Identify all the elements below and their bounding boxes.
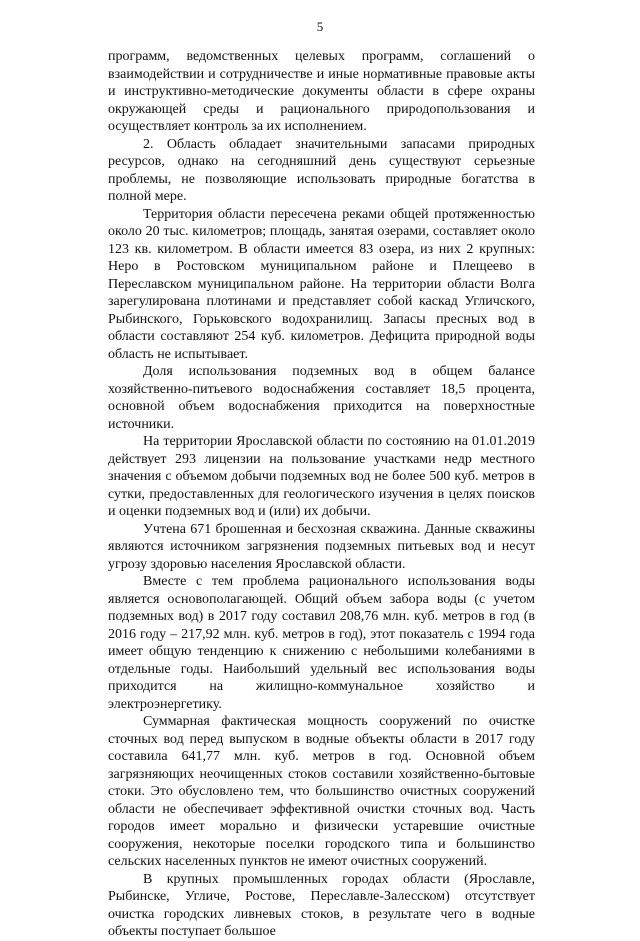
paragraph-licenses: На территории Ярославской области по состоянию на 01.01.2019 действует 293 лицензии на пользование участками недр местного значения с объемом добычи подземных вод не более 500 куб. метров в сутки, предоставленных для геологического изучения в целях поисков и оценки подземных вод и (или) их добычи.	[108, 434, 535, 519]
paragraph-water-use: Вместе с тем проблема рационального использования воды является основополагающей. Общий объем забора воды (с учетом подземных вод) в 2017 году составил 208,76 млн. куб. метров в год (в 2016 году – 217,92 млн. куб. метров в год), этот показатель с 1994 года имеет общую тенденцию к снижению с небольшими колебаниями в отдельные годы. Наибольший удельный вес использования воды приходится на жилищно-коммунальное хозяйство и электроэнергетику.	[108, 574, 535, 712]
paragraph-abandoned-wells: Учтена 671 брошенная и бесхозная скважина. Данные скважины являются источником загрязнения подземных питьевых вод и несут угрозу здоровью населения Ярославской области.	[108, 521, 535, 572]
paragraph-resources: 2. Область обладает значительными запасами природных ресурсов, однако на сегодняшний день существуют серьезные проблемы, не позволяющие использовать природные богатства в полной мере.	[108, 136, 535, 204]
paragraph-continuation: программ, ведомственных целевых программ, соглашений о взаимодействии и сотрудничестве и иные нормативные правовые акты и инструктивно-методические документы области в сфере охраны окружающей среды и рационального природопользования и осуществляет контроль за их исполнением.	[108, 49, 535, 134]
document-body	[108, 48, 535, 941]
page-number: 5	[316, 19, 324, 34]
paragraph-rivers-lakes: Территория области пересечена реками общей протяженностью около 20 тыс. километров; площадь, занятая озерами, составляет около 123 кв. километром. В области имеется 83 озера, из них 2 крупных: Неро в Ростовском муниципальном районе и Плещеево в Переславском муниципальном районе. На территории области Волга зарегулирована плотинами и представляет собой каскад Угличского, Рыбинского, Горьковского водохранилищ. Запасы пресных вод в области составляют 254 куб. километров. Дефицита природной воды область не испытывает.	[108, 206, 535, 362]
paragraph-groundwater-share: Доля использования подземных вод в общем балансе хозяйственно-питьевого водоснабжения составляет 18,5 процента, основной объем водоснабжения приходится на поверхностные источники.	[108, 364, 535, 432]
paragraph-treatment-capacity: Суммарная фактическая мощность сооружений по очистке сточных вод перед выпуском в водные объекты области в 2017 году составила 641,77 млн. куб. метров в год. Основной объем загрязняющих неочищенных стоков составили хозяйственно-бытовые стоки. Это обусловлено тем, что большинство очистных сооружений области не обеспечивает эффективной очистки сточных вод. Часть городов имеет морально и физически устаревшие очистные сооружения, некоторые поселки городского типа и большинство сельских населенных пунктов не имеют очистных сооружений.	[108, 714, 535, 869]
paragraph-stormwater: В крупных промышленных городах области (Ярославле, Рыбинске, Угличе, Ростове, Переславле-Залесском) отсутствует очистка городских ливневых стоков, в результате чего в водные объекты поступает большое	[108, 871, 535, 939]
